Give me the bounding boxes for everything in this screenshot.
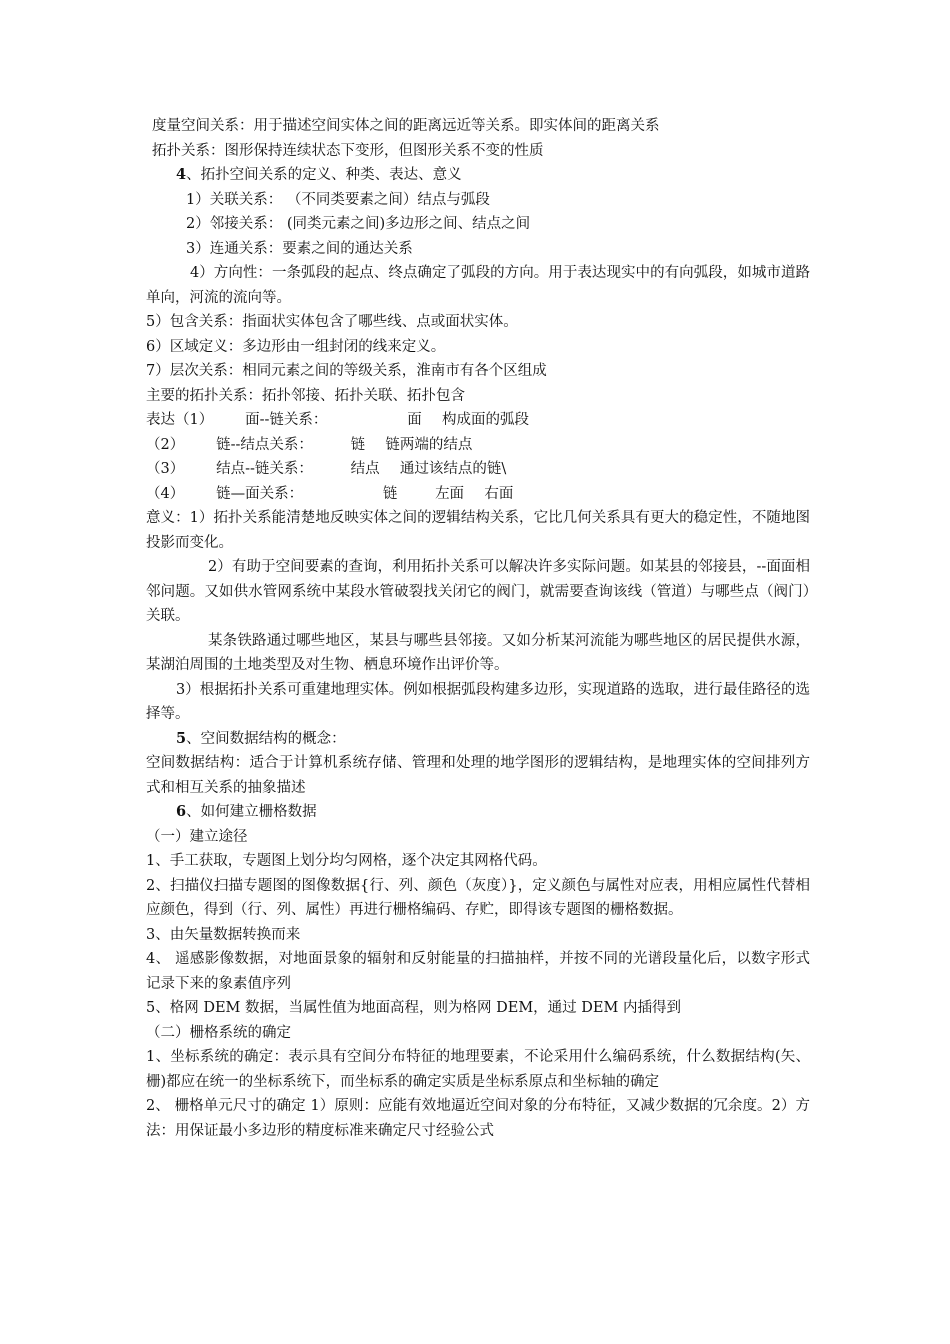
meaning-3: 3）根据拓扑关系可重建地理实体。例如根据弧段构建多边形，实现道路的选取，进行最佳路径的选择等。: [146, 681, 810, 722]
expression-3-item: 结点: [350, 461, 380, 477]
heading-6: [146, 800, 810, 825]
expression-3-label: （3）: [146, 461, 185, 477]
heading-5-number: 5: [176, 729, 187, 747]
heading-4-text: 、拓扑空间关系的定义、种类、表达、意义: [186, 167, 462, 183]
expression-1-item: 面: [407, 412, 422, 428]
expression-3-desc: 通过该结点的链\: [399, 461, 507, 477]
expression-4-relation: 链—面关系：: [216, 485, 304, 502]
method-4: 4、 遥感影像数据，对地面景象的辐射和反射能量的扫描抽样，并按不同的光谱段量化后，以数字形式记录下来的象素值序列: [146, 951, 810, 992]
grid-system-1: 1、坐标系统的确定：表示具有空间分布特征的地理要素，不论采用什么编码系统，什么数据结构(矢、栅)都应在统一的坐标系统下，而坐标系的确定实质是坐标系原点和坐标轴的确定: [146, 1049, 810, 1090]
method-3: 3、由矢量数据转换而来: [146, 926, 301, 943]
method-2: 2、扫描仪扫描专题图的图像数据{行、列、颜色（灰度）}，定义颜色与属性对应表，用相应属性代替相应颜色，得到（行、列、属性）再进行栅格编码、存贮，即得该专题图的栅格数据。: [146, 877, 810, 918]
relation-item-7: 7）层次关系：相同元素之间的等级关系，淮南市有各个区组成: [146, 363, 547, 379]
meaning-1: 意义：1）拓扑关系能清楚地反映实体之间的逻辑结构关系，它比几何关系具有更大的稳定性，不随地图投影而变化。: [146, 510, 810, 551]
expression-4-left: 左面: [435, 485, 465, 502]
expression-4-right: 右面: [484, 485, 514, 502]
expression-2-item: 链: [350, 436, 366, 453]
topology-relation-line: 拓扑关系：图形保持连续状态下变形，但图形关系不变的性质: [152, 142, 544, 159]
document-body: [146, 114, 810, 1143]
grid-system-2: 2、 栅格单元尺寸的确定 1）原则：应能有效地逼近空间对象的分布特征，又减少数据的冗余度。2）方法：用保证最小多边形的精度标准来确定尺寸经验公式: [146, 1098, 810, 1139]
relation-item-3: 3）连通关系：要素之间的通达关系: [186, 240, 413, 257]
relation-item-5: 5）包含关系：指面状实体包含了哪些线、点或面状实体。: [146, 314, 518, 330]
expression-row-3: [146, 457, 810, 482]
heading-4: [146, 163, 810, 188]
expression-row-2: [146, 433, 810, 458]
metric-relation-line: 度量空间关系：用于描述空间实体之间的距离远近等关系。即实体间的距离关系: [152, 118, 660, 134]
relation-item-1: 1）关联关系： （不同类要素之间）结点与弧段: [186, 191, 490, 208]
heading-5: [146, 727, 810, 752]
relation-item-4: 4）方向性：一条弧段的起点、终点确定了弧段的方向。用于表达现实中的有向弧段，如城市道路单向，河流的流向等。: [146, 265, 810, 306]
heading-6-text: 、如何建立栅格数据: [186, 804, 317, 820]
spatial-data-structure-definition: 空间数据结构：适合于计算机系统存储、管理和处理的地学图形的逻辑结构，是地理实体的空间排列方式和相互关系的抽象描述: [146, 755, 810, 796]
expression-row-1: [146, 408, 810, 433]
expression-1-desc: 构成面的弧段: [441, 412, 529, 428]
expression-2-relation: 链--结点关系：: [216, 436, 313, 453]
method-1: 1、手工获取，专题图上划分均匀网格，逐个决定其网格代码。: [146, 853, 547, 869]
meaning-2-continued: 某条铁路通过哪些地区，某县与哪些县邻接。又如分析某河流能为哪些地区的居民提供水源，某湖泊周围的土地类型及对生物、栖息环境作出评价等。: [146, 632, 810, 673]
meaning-2: 2）有助于空间要素的查询，利用拓扑关系可以解决许多实际问题。如某县的邻接县，--面面相邻问题。又如供水管网系统中某段水管破裂找关闭它的阀门，就需要查询该线（管道）与哪些点（阀门）关联。: [146, 559, 810, 624]
expression-1-label: 表达（1）: [146, 412, 214, 428]
expression-1-relation: 面--链关系：: [245, 412, 328, 428]
relation-item-6: 6）区域定义：多边形由一组封闭的线来定义。: [146, 338, 446, 355]
expression-row-4: [146, 482, 810, 507]
expression-2-desc: 链两端的结点: [385, 436, 473, 453]
expression-4-label: （4）: [146, 485, 185, 502]
heading-6-number: 6: [176, 803, 187, 820]
section-1-title: （一）建立途径: [146, 828, 248, 845]
expression-4-item: 链: [382, 485, 398, 502]
relation-item-2: 2）邻接关系： (同类元素之间)多边形之间、结点之间: [186, 216, 531, 232]
expression-2-label: （2）: [146, 436, 185, 453]
heading-4-number: 4: [176, 166, 187, 183]
main-topology-line: 主要的拓扑关系：拓扑邻接、拓扑关联、拓扑包含: [146, 387, 465, 404]
heading-5-text: 、空间数据结构的概念：: [186, 730, 346, 747]
expression-3-relation: 结点--链关系：: [216, 461, 313, 477]
method-5: 5、格网 DEM 数据，当属性值为地面高程，则为格网 DEM，通过 DEM 内插得到: [146, 1000, 681, 1016]
section-2-title: （二）栅格系统的确定: [146, 1024, 291, 1041]
